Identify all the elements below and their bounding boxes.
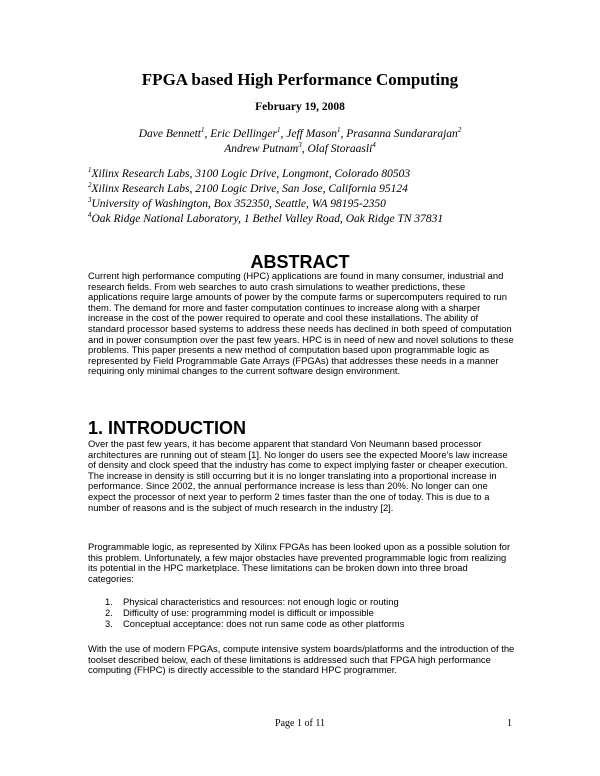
introduction-paragraph-3: With the use of modern FPGAs, compute intensive system boards/platforms and the introduction of the toolset described below, each of these limitations is addressed such that FPGA high performance computing (FHPC) is directly accessible to the standard HPC programmer. bbox=[88, 643, 515, 676]
author: Jeff Mason$^1$, bbox=[286, 126, 347, 140]
list-item: 1. Physical characteristics and resources: not enough logic or routing bbox=[105, 596, 399, 607]
list-item: 2. Difficulty of use: programming model is difficult or impossible bbox=[105, 607, 374, 618]
list-item: 3. Conceptual acceptance: does not run same code as other platforms bbox=[105, 618, 405, 629]
authors-line-2 bbox=[0, 142, 600, 157]
author: Olaf Storaasli$^4$ bbox=[307, 141, 376, 155]
author: Dave Bennett$^1$, bbox=[138, 126, 211, 140]
page-label: Page 1 of 11 bbox=[275, 718, 325, 729]
abstract-heading: ABSTRACT bbox=[250, 252, 350, 272]
page-number: 1 bbox=[507, 718, 512, 729]
affiliation: $^3$University of Washington, Box 352350, Seattle, WA 98195-2350 bbox=[88, 196, 386, 210]
introduction-heading: 1. INTRODUCTION bbox=[88, 418, 247, 438]
abstract-text: Current high performance computing (HPC) applications are found in many consumer, industrial and research fields. From web searches to auto crash simulations to weather predictions, these applications require large amounts of power by the compute farms or supercomputers required to run them. The demand for more and faster computation continues to increase along with a sharper increase in the cost of the power required to operate and cool these installations. The ability of standard processor based systems to address these needs has declined in both speed of computation and in power consumption over the past few years. HPC is in need of new and novel solutions to these problems. This paper presents a new method of computation based upon programmable logic as represented by Field Programmable Gate Arrays (FPGAs) that addresses these needs in a manner requiring only minimal changes to the current software design environment. bbox=[88, 270, 514, 377]
author: Andrew Putnam$^3$, bbox=[224, 141, 308, 155]
affiliation: $^4$Oak Ridge National Laboratory, 1 Bethel Valley Road, Oak Ridge TN 37831 bbox=[88, 211, 444, 225]
author: Eric Dellinger$^1$, bbox=[210, 126, 287, 140]
authors-line-1 bbox=[0, 127, 600, 142]
paper-date: February 19, 2008 bbox=[255, 101, 345, 113]
author: Prasanna Sundararajan$^2$ bbox=[346, 126, 462, 140]
affiliation: $^2$Xilinx Research Labs, 2100 Logic Drive, San Jose, California 95124 bbox=[88, 181, 408, 195]
introduction-paragraph-1: Over the past few years, it has become apparent that standard Von Neumann based processor architectures are running out of steam [1]. No longer do users see the expected Moore's law increase of density and clock speed that the industry has come to expect implying faster or cheaper execution. The increase in density is still occurring but it is no longer translating into a proportional increase in performance. Since 2002, the annual performance increase is less than 20%. No longer can one expect the processor of next year to perform 2 times faster than the one of today. This is due to a number of reasons and is the subject of much research in the industry [2]. bbox=[88, 438, 508, 513]
paper-title: FPGA based High Performance Computing bbox=[141, 70, 459, 89]
affiliation: $^1$Xilinx Research Labs, 3100 Logic Drive, Longmont, Colorado 80503 bbox=[88, 166, 411, 180]
limitations-list bbox=[105, 596, 525, 629]
introduction-paragraph-2: Programmable logic, as represented by Xilinx FPGAs has been looked upon as a possible solution for this problem. Unfortunately, a few major obstacles have prevented programmable logic from realizing its potential in the HPC marketplace. These limitations can be broken down into three broad categories: bbox=[88, 541, 511, 584]
